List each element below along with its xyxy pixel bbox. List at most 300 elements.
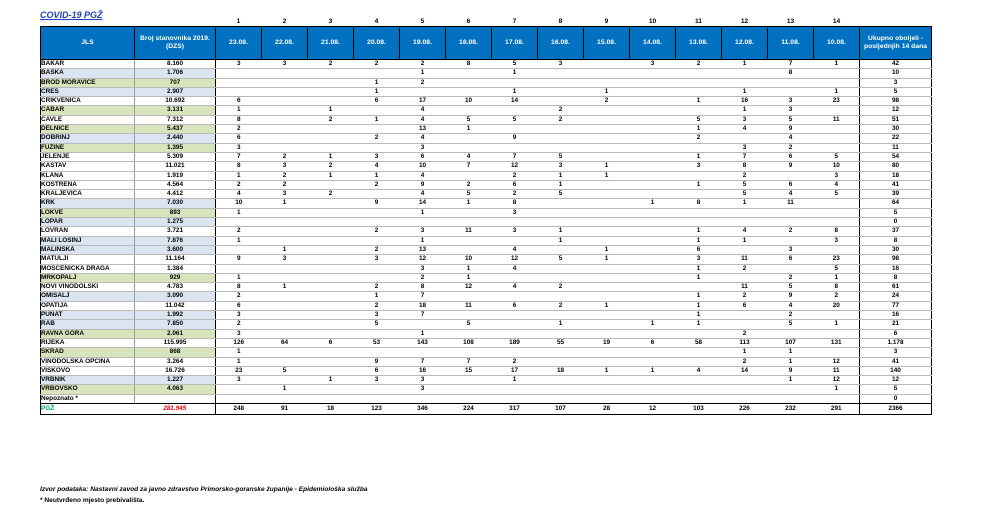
day-count-cell: 3: [262, 255, 308, 264]
day-count-cell: 2: [354, 60, 400, 69]
day-count-cell: 12: [492, 162, 538, 171]
day-count-cell: 4: [768, 134, 814, 143]
summary-day: 123: [354, 403, 400, 414]
day-count-cell: 12: [492, 255, 538, 264]
population-cell: 4.063: [135, 385, 216, 394]
day-count-cell: [262, 218, 308, 227]
day-count-cell: 2: [538, 106, 584, 115]
day-count-cell: [768, 208, 814, 217]
population-cell: 1.227: [135, 376, 216, 385]
day-count-cell: 1: [538, 236, 584, 245]
sheet-title: COVID-19 PGŽ: [40, 10, 103, 20]
day-count-cell: 2: [308, 162, 354, 171]
day-count-cell: [584, 78, 630, 87]
day-count-cell: 1: [216, 106, 262, 115]
day-count-cell: 10: [446, 255, 492, 264]
day-count-cell: [308, 292, 354, 301]
population-cell: 707: [135, 78, 216, 87]
day-count-cell: [308, 125, 354, 134]
day-count-cell: 1: [768, 357, 814, 366]
day-count-cell: [676, 208, 722, 217]
day-count-cell: [676, 171, 722, 180]
table-row: [41, 320, 932, 329]
date-header: 20.08.: [354, 27, 400, 60]
day-count-cell: [492, 106, 538, 115]
day-count-cell: [814, 78, 860, 87]
day-count-cell: 3: [676, 162, 722, 171]
day-count-cell: 23: [216, 366, 262, 375]
population-cell: 11.021: [135, 162, 216, 171]
day-count-cell: 8: [768, 69, 814, 78]
population-cell: 7.876: [135, 236, 216, 245]
municipality-name: PUNAT: [41, 311, 135, 320]
day-count-cell: [308, 348, 354, 357]
day-count-cell: 5: [814, 152, 860, 161]
day-count-cell: [676, 329, 722, 338]
day-count-cell: [584, 152, 630, 161]
day-count-cell: 1: [216, 208, 262, 217]
total-cell: 54: [860, 152, 932, 161]
municipality-name: CRIKVENICA: [41, 97, 135, 106]
total-cell: 39: [860, 190, 932, 199]
day-count-cell: 3: [400, 264, 446, 273]
municipality-name: Nepoznato *: [41, 394, 135, 403]
day-count-cell: 11: [722, 283, 768, 292]
day-number: 2: [282, 18, 287, 25]
day-number: 5: [420, 18, 425, 25]
day-count-cell: [400, 348, 446, 357]
day-count-cell: [584, 227, 630, 236]
day-count-cell: 8: [216, 283, 262, 292]
day-count-cell: 13: [400, 125, 446, 134]
municipality-name: KASTAV: [41, 162, 135, 171]
covid-table: [40, 17, 932, 415]
day-count-cell: [216, 69, 262, 78]
day-count-cell: [722, 78, 768, 87]
day-count-cell: 1: [584, 162, 630, 171]
day-count-cell: [584, 385, 630, 394]
population-cell: 4.564: [135, 180, 216, 189]
day-count-cell: [814, 208, 860, 217]
day-count-cell: 3: [354, 311, 400, 320]
summary-day: 317: [492, 403, 538, 414]
day-count-cell: [630, 357, 676, 366]
day-count-cell: [538, 394, 584, 403]
day-count-cell: [814, 69, 860, 78]
day-count-cell: 14: [722, 366, 768, 375]
day-count-cell: [814, 348, 860, 357]
day-count-cell: 143: [400, 338, 446, 347]
day-count-cell: 1: [446, 199, 492, 208]
day-count-cell: 1: [722, 199, 768, 208]
day-count-cell: 8: [676, 199, 722, 208]
day-count-cell: [354, 329, 400, 338]
day-count-cell: 1: [630, 366, 676, 375]
day-count-cell: [446, 329, 492, 338]
day-count-cell: 3: [216, 143, 262, 152]
day-count-cell: [446, 376, 492, 385]
day-count-cell: 3: [768, 106, 814, 115]
day-count-cell: [262, 208, 308, 217]
population-cell: 1.706: [135, 69, 216, 78]
total-cell: 98: [860, 97, 932, 106]
day-count-cell: [584, 376, 630, 385]
day-count-cell: 3: [400, 143, 446, 152]
day-count-cell: 1: [676, 320, 722, 329]
day-count-cell: [630, 208, 676, 217]
day-count-cell: [308, 301, 354, 310]
day-count-cell: [584, 143, 630, 152]
municipality-name: OMIŠALJ: [41, 292, 135, 301]
summary-day: 291: [814, 403, 860, 414]
day-count-cell: [308, 87, 354, 96]
day-count-cell: [768, 394, 814, 403]
spacer-cell: [135, 17, 216, 27]
day-count-cell: 6: [722, 301, 768, 310]
day-count-cell: 8: [722, 162, 768, 171]
day-count-cell: 3: [216, 376, 262, 385]
day-count-cell: 6: [216, 134, 262, 143]
summary-day: 12: [630, 403, 676, 414]
day-count-cell: [354, 125, 400, 134]
day-count-cell: 3: [400, 227, 446, 236]
table-row: [41, 87, 932, 96]
day-count-cell: 6: [768, 255, 814, 264]
day-count-cell: [630, 171, 676, 180]
day-count-cell: [630, 264, 676, 273]
day-count-cell: 131: [814, 338, 860, 347]
table-row: [41, 245, 932, 254]
day-count-cell: 6: [308, 338, 354, 347]
day-count-cell: [446, 385, 492, 394]
day-count-cell: 2: [768, 143, 814, 152]
municipality-name: DELNICE: [41, 125, 135, 134]
day-count-cell: [308, 245, 354, 254]
day-count-cell: 1: [308, 106, 354, 115]
day-count-cell: 13: [400, 245, 446, 254]
day-count-cell: 3: [676, 255, 722, 264]
day-number: 7: [512, 18, 517, 25]
day-count-cell: 1: [676, 264, 722, 273]
table-row: [41, 264, 932, 273]
population-cell: 929: [135, 273, 216, 282]
day-count-cell: [262, 376, 308, 385]
day-count-cell: [630, 97, 676, 106]
day-count-cell: [538, 69, 584, 78]
table-row: [41, 152, 932, 161]
municipality-name: DOBRINJ: [41, 134, 135, 143]
day-count-cell: [584, 236, 630, 245]
day-count-cell: 6: [676, 245, 722, 254]
day-count-cell: [584, 134, 630, 143]
day-count-cell: [492, 292, 538, 301]
day-count-cell: [354, 236, 400, 245]
day-count-cell: [262, 320, 308, 329]
day-count-cell: 1: [492, 69, 538, 78]
summary-day: 103: [676, 403, 722, 414]
day-count-cell: 18: [400, 301, 446, 310]
day-count-cell: [308, 385, 354, 394]
day-count-cell: [308, 69, 354, 78]
day-count-cell: [492, 385, 538, 394]
day-count-cell: [722, 385, 768, 394]
total-cell: 16: [860, 311, 932, 320]
day-count-cell: [584, 115, 630, 124]
day-count-cell: [446, 134, 492, 143]
day-count-cell: 3: [262, 60, 308, 69]
day-count-cell: 8: [400, 283, 446, 292]
total-header: Ukupno oboljeli - posljednjih 14 dana: [860, 27, 932, 60]
total-cell: 30: [860, 125, 932, 134]
day-count-cell: [676, 143, 722, 152]
day-count-cell: [446, 348, 492, 357]
day-count-cell: 3: [354, 376, 400, 385]
day-count-cell: 1: [768, 376, 814, 385]
day-count-cell: [262, 134, 308, 143]
table-row: [41, 227, 932, 236]
total-cell: 12: [860, 376, 932, 385]
day-count-cell: [308, 227, 354, 236]
day-count-cell: [308, 255, 354, 264]
day-count-cell: [446, 292, 492, 301]
day-count-cell: 1: [676, 311, 722, 320]
day-count-cell: [722, 69, 768, 78]
day-count-cell: [354, 208, 400, 217]
day-count-cell: 3: [768, 245, 814, 254]
day-count-cell: [354, 218, 400, 227]
day-count-cell: 1: [400, 208, 446, 217]
day-count-cell: [722, 320, 768, 329]
day-count-cell: [216, 218, 262, 227]
day-count-cell: 14: [400, 199, 446, 208]
day-count-cell: [538, 264, 584, 273]
day-count-cell: [584, 329, 630, 338]
day-count-cell: 6: [630, 338, 676, 347]
population-cell: 2.061: [135, 329, 216, 338]
day-count-cell: [584, 292, 630, 301]
day-count-cell: 1: [676, 227, 722, 236]
day-count-cell: [768, 264, 814, 273]
day-count-cell: [584, 208, 630, 217]
day-count-cell: [262, 227, 308, 236]
day-count-cell: 4: [492, 283, 538, 292]
municipality-name: BAKAR: [41, 60, 135, 69]
day-count-cell: [768, 78, 814, 87]
day-count-cell: [354, 394, 400, 403]
day-count-cell: [538, 143, 584, 152]
population-cell: 3.264: [135, 357, 216, 366]
day-count-cell: 4: [814, 180, 860, 189]
day-count-cell: 5: [538, 190, 584, 199]
day-count-cell: 3: [492, 208, 538, 217]
day-count-cell: [676, 376, 722, 385]
day-count-cell: [814, 329, 860, 338]
summary-population: 281.945: [135, 403, 216, 414]
day-count-cell: [262, 236, 308, 245]
day-count-cell: [722, 311, 768, 320]
table-row: [41, 329, 932, 338]
day-count-cell: [676, 385, 722, 394]
day-count-cell: [262, 394, 308, 403]
date-header: 17.08.: [492, 27, 538, 60]
day-count-cell: 1: [216, 348, 262, 357]
day-count-cell: 1: [584, 171, 630, 180]
day-count-cell: 5: [768, 320, 814, 329]
day-count-cell: [262, 329, 308, 338]
table-row: [41, 208, 932, 217]
day-count-cell: [308, 329, 354, 338]
day-count-cell: [262, 69, 308, 78]
day-count-cell: 1: [584, 301, 630, 310]
summary-total: 2366: [860, 403, 932, 414]
day-count-cell: 2: [308, 60, 354, 69]
day-count-cell: 1: [216, 357, 262, 366]
day-count-cell: 189: [492, 338, 538, 347]
day-count-cell: 2: [492, 171, 538, 180]
day-count-cell: 10: [400, 162, 446, 171]
day-count-cell: [584, 199, 630, 208]
day-count-cell: 5: [814, 190, 860, 199]
day-count-cell: [446, 171, 492, 180]
day-count-cell: 2: [676, 134, 722, 143]
day-count-cell: 1: [354, 78, 400, 87]
table-row: [41, 190, 932, 199]
day-count-cell: [584, 357, 630, 366]
day-count-cell: [446, 311, 492, 320]
day-count-cell: [538, 348, 584, 357]
total-cell: 24: [860, 292, 932, 301]
day-count-cell: [630, 162, 676, 171]
day-count-cell: [492, 273, 538, 282]
day-count-cell: 16: [400, 366, 446, 375]
population-cell: 893: [135, 208, 216, 217]
day-count-cell: [630, 376, 676, 385]
day-count-cell: [262, 292, 308, 301]
day-count-cell: [446, 143, 492, 152]
summary-day: 346: [400, 403, 446, 414]
date-header: 22.08.: [262, 27, 308, 60]
day-count-cell: 11: [814, 366, 860, 375]
day-count-cell: [538, 311, 584, 320]
day-count-cell: [814, 143, 860, 152]
day-count-cell: 9: [768, 366, 814, 375]
day-count-cell: 1: [814, 385, 860, 394]
day-count-cell: 9: [768, 162, 814, 171]
day-count-cell: 8: [814, 283, 860, 292]
day-count-cell: 11: [446, 301, 492, 310]
day-count-cell: [492, 236, 538, 245]
municipality-name: RIJEKA: [41, 338, 135, 347]
day-count-cell: [354, 385, 400, 394]
day-count-cell: [354, 264, 400, 273]
day-count-cell: 4: [354, 162, 400, 171]
date-header: 23.08.: [216, 27, 262, 60]
day-count-cell: [676, 357, 722, 366]
day-count-cell: 55: [538, 338, 584, 347]
municipality-name: KRK: [41, 199, 135, 208]
day-count-cell: 11: [814, 115, 860, 124]
day-count-cell: 3: [400, 376, 446, 385]
day-count-cell: 7: [446, 357, 492, 366]
municipality-name: JELENJE: [41, 152, 135, 161]
day-count-cell: 4: [768, 301, 814, 310]
day-count-cell: [768, 87, 814, 96]
day-count-cell: [814, 394, 860, 403]
day-count-cell: [768, 171, 814, 180]
population-cell: 16.726: [135, 366, 216, 375]
day-count-cell: [492, 218, 538, 227]
population-cell: 1.384: [135, 264, 216, 273]
total-cell: 12: [860, 106, 932, 115]
day-number: 6: [466, 18, 471, 25]
day-count-cell: 7: [400, 357, 446, 366]
day-count-cell: [676, 190, 722, 199]
day-count-cell: [630, 143, 676, 152]
day-count-cell: 1: [768, 348, 814, 357]
municipality-name: NOVI VINODOLSKI: [41, 283, 135, 292]
day-count-cell: 5: [446, 190, 492, 199]
day-count-cell: 2: [492, 357, 538, 366]
municipality-name: RAVNA GORA: [41, 329, 135, 338]
day-count-cell: 3: [216, 311, 262, 320]
day-count-cell: 9: [354, 199, 400, 208]
day-count-cell: 7: [768, 60, 814, 69]
day-count-cell: 1: [722, 87, 768, 96]
day-count-cell: 2: [400, 78, 446, 87]
total-cell: 41: [860, 180, 932, 189]
population-cell: 8.160: [135, 60, 216, 69]
population-cell: 7.850: [135, 320, 216, 329]
day-count-cell: 5: [768, 283, 814, 292]
day-count-cell: 23: [814, 255, 860, 264]
day-count-cell: 107: [768, 338, 814, 347]
table-row: [41, 348, 932, 357]
day-count-cell: 2: [354, 227, 400, 236]
day-count-cell: 1: [400, 329, 446, 338]
total-cell: 30: [860, 245, 932, 254]
day-count-cell: 1: [216, 236, 262, 245]
day-count-cell: [308, 218, 354, 227]
day-count-cell: 1: [446, 125, 492, 134]
day-count-cell: [676, 106, 722, 115]
total-cell: 21: [860, 320, 932, 329]
total-cell: 10: [860, 69, 932, 78]
table-row: [41, 301, 932, 310]
population-cell: 11.164: [135, 255, 216, 264]
day-count-cell: [492, 329, 538, 338]
table-row: [41, 385, 932, 394]
day-count-cell: [492, 125, 538, 134]
day-count-cell: [768, 385, 814, 394]
day-count-cell: 9: [492, 134, 538, 143]
day-count-cell: 1: [262, 283, 308, 292]
summary-day: 107: [538, 403, 584, 414]
day-count-cell: 3: [262, 190, 308, 199]
day-count-cell: 1: [400, 236, 446, 245]
day-count-cell: [630, 301, 676, 310]
day-count-cell: 1: [676, 292, 722, 301]
day-count-cell: [722, 394, 768, 403]
day-count-cell: [630, 78, 676, 87]
table-row: [41, 283, 932, 292]
municipality-name: MATULJI: [41, 255, 135, 264]
total-cell: 5: [860, 385, 932, 394]
day-count-cell: 3: [768, 97, 814, 106]
municipality-name: VIŠKOVO: [41, 366, 135, 375]
population-cell: 4.412: [135, 190, 216, 199]
day-count-cell: [308, 143, 354, 152]
day-count-cell: 6: [354, 97, 400, 106]
